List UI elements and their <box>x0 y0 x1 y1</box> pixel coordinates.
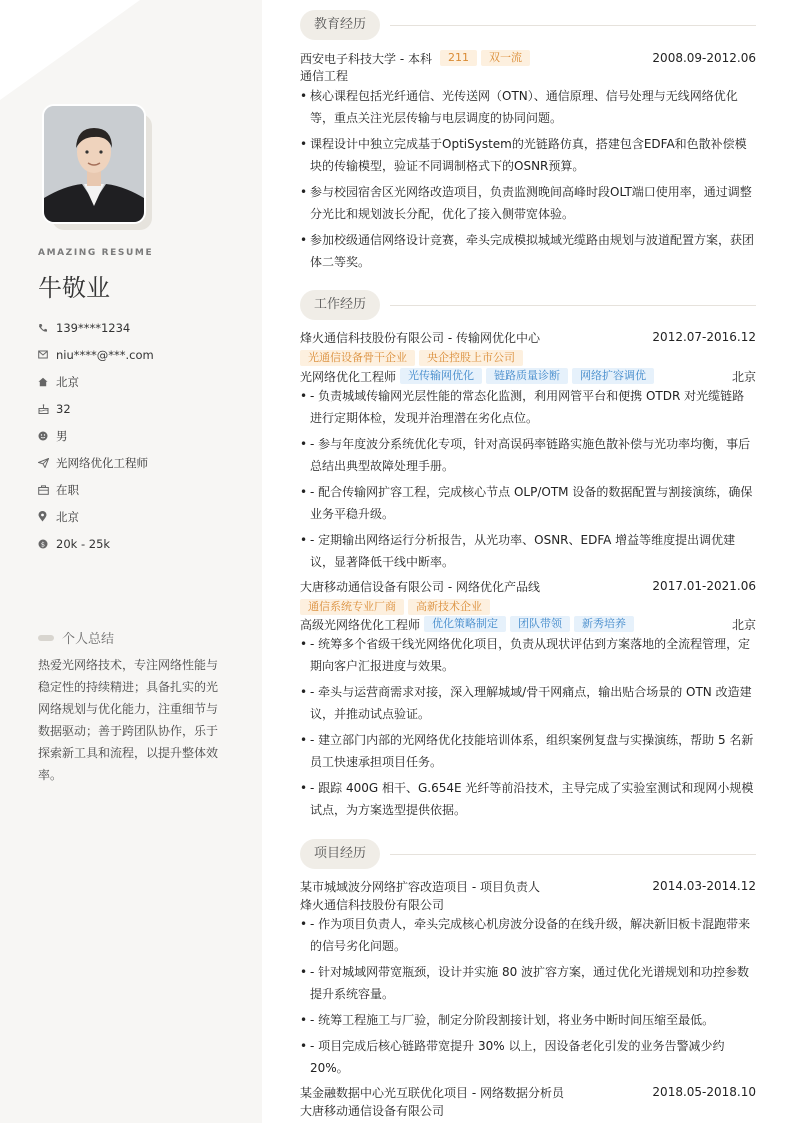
position-tag: 优化策略制定 <box>424 616 506 632</box>
age-text: 32 <box>56 401 71 416</box>
gender-text: 男 <box>56 428 68 443</box>
job-header <box>300 577 756 595</box>
project-name: 某市城域波分网络扩容改造项目 - 项目负责人 <box>300 879 540 894</box>
company-tags <box>300 599 490 615</box>
project-name: 某金融数据中心光互联优化项目 - 网络数据分析员 <box>300 1085 564 1100</box>
list-item: • - 作为项目负责人，牵头完成核心机房波分设备的在线升级，解决新旧板卡混跑带来的信号劣化问题。 <box>300 913 756 957</box>
school-name: 西安电子科技大学 - 本科 <box>300 51 432 66</box>
section-work-heading <box>300 290 756 320</box>
list-item: • - 跟踪 400G 相干、G.654E 光纤等前沿技术，主导完成了实验室测试和现网小规模试点，为方案选型提供依据。 <box>300 777 756 821</box>
email-text: niu****@***.com <box>56 347 154 362</box>
city-text: 北京 <box>56 509 79 524</box>
mail-icon <box>38 350 56 359</box>
project-date: 2018.05-2018.10 <box>652 1085 756 1099</box>
summary-heading <box>38 628 114 647</box>
location-icon <box>38 511 56 522</box>
education-date: 2008.09-2012.06 <box>652 51 756 65</box>
cake-icon <box>38 404 56 414</box>
decorative-corner <box>0 0 140 100</box>
section-title: 工作经历 <box>300 290 380 320</box>
project-company: 烽火通信科技股份有限公司 <box>300 897 445 912</box>
position-tag: 团队带领 <box>510 616 570 632</box>
project-company: 大唐移动通信设备有限公司 <box>300 1103 445 1118</box>
list-item: • 课程设计中独立完成基于OptiSystem的光链路仿真，搭建包含EDFA和色散补偿模块的传输模型，验证不同调制格式下的OSNR预算。 <box>300 133 756 177</box>
list-item: • - 统筹多个省级干线光网络优化项目，负责从现状评估到方案落地的全流程管理，定期向客户汇报进度与效果。 <box>300 633 756 677</box>
info-email <box>38 341 154 368</box>
position-tag: 网络扩容调优 <box>572 368 654 384</box>
job-city: 北京 <box>731 617 756 632</box>
sidebar <box>0 0 262 1123</box>
company-name: 大唐移动通信设备有限公司 - 网络优化产品线 <box>300 579 540 594</box>
company-tags <box>300 350 523 366</box>
section-divider <box>390 25 756 26</box>
info-residence <box>38 368 154 395</box>
summary-heading-bar <box>38 635 54 641</box>
company-tag: 光通信设备骨干企业 <box>300 350 415 366</box>
education-header <box>300 49 756 67</box>
position-tag: 链路质量诊断 <box>486 368 568 384</box>
job-city: 北京 <box>731 369 756 384</box>
list-item: • - 建立部门内部的光网络优化技能培训体系，组织案例复盘与实操演练，帮助 5 名新员工快速承担项目任务。 <box>300 729 756 773</box>
send-icon <box>38 458 56 468</box>
position-text: 光网络优化工程师 <box>56 455 148 470</box>
info-gender <box>38 422 154 449</box>
status-text: 在职 <box>56 482 79 497</box>
job-position: 光网络优化工程师 <box>300 369 397 384</box>
resume-tagline: AMAZING RESUME <box>38 248 154 258</box>
info-salary <box>38 530 154 557</box>
residence-text: 北京 <box>56 374 79 389</box>
info-phone <box>38 314 154 341</box>
project-date: 2014.03-2014.12 <box>652 879 756 893</box>
school-tag: 211 <box>440 50 477 66</box>
job-position-row <box>300 367 756 385</box>
school-tag: 双一流 <box>481 50 530 66</box>
position-tag: 光传输网优化 <box>400 368 482 384</box>
list-item: • 参与校园宿舍区光网络改造项目，负责监测晚间高峰时段OLT端口使用率，通过调整分光比和规划波长分配，优化了接入侧带宽体验。 <box>300 181 756 225</box>
section-divider <box>390 854 756 855</box>
personal-info-list <box>38 314 154 557</box>
project-header <box>300 1083 756 1101</box>
position-tag: 新秀培养 <box>574 616 634 632</box>
major: 通信工程 <box>300 68 349 83</box>
education-major-row <box>300 66 756 84</box>
section-projects-heading <box>300 839 756 869</box>
section-education-heading <box>300 10 756 40</box>
project-company-row <box>300 1101 756 1119</box>
info-city <box>38 503 154 530</box>
briefcase-icon <box>38 485 56 495</box>
candidate-name: 牛敬业 <box>38 274 110 302</box>
list-item: • 核心课程包括光纤通信、光传送网（OTN）、通信原理、信号处理与无线网络优化等，重点关注光层传输与电层调度的协同问题。 <box>300 85 756 129</box>
job-date: 2012.07-2016.12 <box>652 330 756 344</box>
list-item: • - 配合传输网扩容工程，完成核心节点 OLP/OTM 设备的数据配置与割接演练，确保业务平稳升级。 <box>300 481 756 525</box>
section-title: 项目经历 <box>300 839 380 869</box>
list-item: • - 统筹工程施工与厂验，制定分阶段割接计划，将业务中断时间压缩至最低。 <box>300 1009 756 1031</box>
project-header <box>300 877 756 895</box>
person-icon <box>38 431 56 441</box>
list-item: • 参加校级通信网络设计竞赛，牵头完成模拟城域光缆路由规划与波道配置方案，获团体二等奖。 <box>300 229 756 273</box>
job-date: 2017.01-2021.06 <box>652 579 756 593</box>
company-tag: 通信系统专业厂商 <box>300 599 404 615</box>
phone-icon <box>38 323 56 333</box>
summary-text: 热爱光网络技术，专注网络性能与稳定性的持续精进；具备扎实的光网络规划与优化能力，注重细节与数据驱动；善于跨团队协作，乐于探索新工具和流程，以提升整体效率。 <box>38 658 219 782</box>
money-icon <box>38 539 56 549</box>
section-divider <box>390 305 756 306</box>
company-tag: 央企控股上市公司 <box>419 350 523 366</box>
phone-text: 139****1234 <box>56 320 131 335</box>
list-item: • - 牵头与运营商需求对接，深入理解城域/骨干网痛点，输出贴合场景的 OTN 改造建议，并推动试点验证。 <box>300 681 756 725</box>
info-age <box>38 395 154 422</box>
project-company-row <box>300 895 756 913</box>
company-tag: 高新技术企业 <box>408 599 490 615</box>
job-header <box>300 328 756 346</box>
avatar <box>42 104 154 232</box>
salary-text: 20k - 25k <box>56 536 111 551</box>
info-position <box>38 449 154 476</box>
home-icon <box>38 377 56 387</box>
summary-title: 个人总结 <box>62 632 115 647</box>
job-position: 高级光网络优化工程师 <box>300 617 421 632</box>
svg-text:$: $ <box>40 539 46 548</box>
info-status <box>38 476 154 503</box>
list-item: • - 定期输出网络运行分析报告，从光功率、OSNR、EDFA 增益等维度提出调优建议，显著降低干线中断率。 <box>300 529 756 573</box>
section-title: 教育经历 <box>300 10 380 40</box>
list-item: • - 项目完成后核心链路带宽提升 30% 以上，因设备老化引发的业务告警减少约 20%。 <box>300 1035 756 1079</box>
list-item: • - 针对城域网带宽瓶颈，设计并实施 80 波扩容方案，通过优化光谱规划和功控参数提升系统容量。 <box>300 961 756 1005</box>
job-position-row <box>300 615 756 633</box>
list-item: • - 参与年度波分系统优化专项，针对高误码率链路实施色散补偿与光功率均衡，事后总结出典型故障处理手册。 <box>300 433 756 477</box>
avatar-photo <box>42 104 146 224</box>
company-name: 烽火通信科技股份有限公司 - 传输网优化中心 <box>300 330 540 345</box>
list-item: • - 负责城域传输网光层性能的常态化监测，利用网管平台和便携 OTDR 对光缆链路进行定期体检，发现并治理潜在劣化点位。 <box>300 385 756 429</box>
